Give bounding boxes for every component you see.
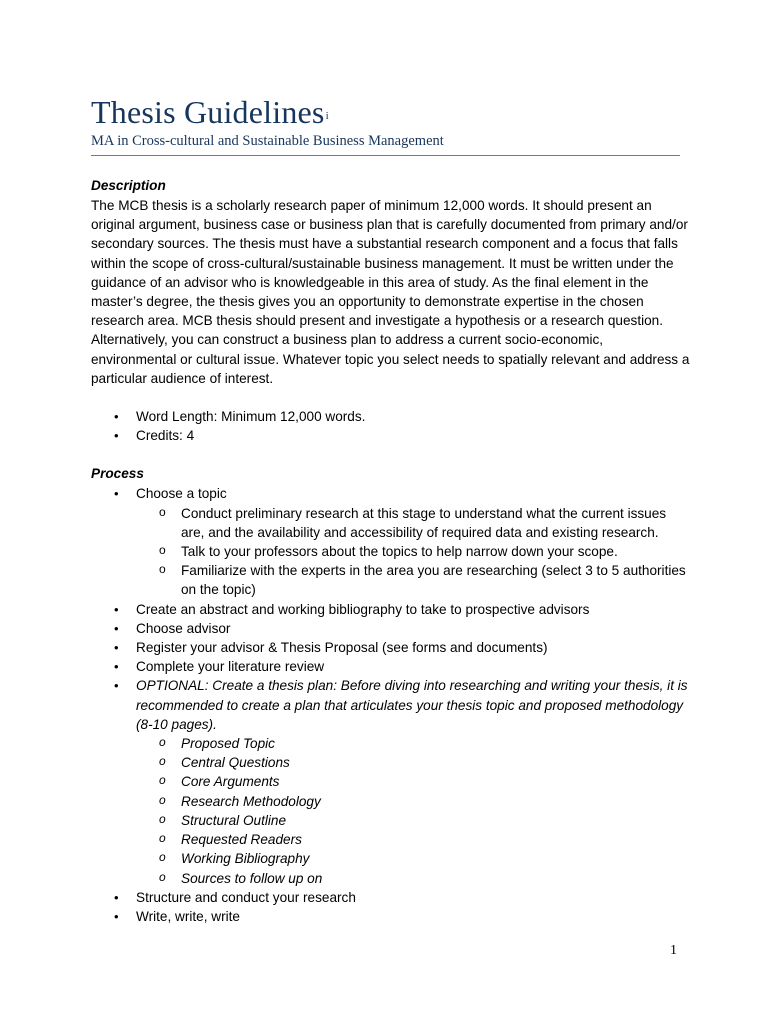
sub-item-text: Proposed Topic	[181, 736, 275, 752]
process-abstract: Create an abstract and working bibliography to take to prospective advisors	[136, 601, 590, 617]
list-item	[91, 676, 691, 887]
list-item	[136, 869, 691, 888]
list-item	[91, 600, 691, 619]
bullet-icon: •	[114, 620, 119, 636]
list-item	[91, 907, 691, 926]
description-paragraph: The MCB thesis is a scholarly research paper of minimum 12,000 words. It should present an original argument, business case or business plan that is carefully documented from primary and/or secondary sources. The thesis must have a substantial research component and a focus that falls within the scope of cross-cultural/sustainable business management. It must be written under the guidance of an advisor who is knowledgeable in this area of study. As the final element in the master’s degree, the thesis gives you an opportunity to demonstrate expertise in the chosen research area. MCB thesis should present and investigate a hypothesis or a research question. Alternatively, you can construct a business plan to address a current socio-economic, environmental or cultural issue. Whatever topic you select needs to spatially relevant and address a particular audience of interest.	[91, 198, 690, 386]
list-item	[136, 811, 691, 830]
requirement-credits: Credits: 4	[136, 428, 195, 444]
process-heading: Process	[91, 466, 144, 482]
sub-bullet-icon: o	[159, 811, 166, 826]
bullet-icon: •	[114, 486, 119, 502]
bullet-icon: •	[114, 601, 119, 617]
sub-bullet-icon: o	[159, 543, 166, 558]
list-item	[136, 734, 691, 753]
sub-item-text: Central Questions	[181, 755, 290, 771]
spacer	[91, 388, 691, 407]
sub-item-text: Working Bibliography	[181, 851, 310, 867]
sub-bullet-icon: o	[159, 792, 166, 807]
process-choose-topic: Choose a topic	[136, 486, 227, 502]
thesis-plan-sublist	[136, 734, 691, 888]
title-footnote-marker[interactable]: i	[325, 110, 329, 122]
sub-item-text: Conduct preliminary research at this stage to understand what the current issues are, and the availability and accessibility of required data and existing research.	[181, 505, 667, 540]
list-item	[91, 426, 691, 445]
process-list	[91, 484, 691, 926]
list-item	[136, 792, 691, 811]
list-item	[91, 484, 691, 599]
process-optional: OPTIONAL: Create a thesis plan: Before diving into researching and writing your thesis, it is recommended to create a plan that articulates your thesis topic and proposed methodology (8-10 pages).	[136, 678, 688, 732]
process-choose-advisor: Choose advisor	[136, 620, 231, 636]
list-item	[136, 753, 691, 772]
sub-bullet-icon: o	[159, 754, 166, 769]
bullet-icon: •	[114, 659, 119, 675]
sub-bullet-icon: o	[159, 869, 166, 884]
document-body	[91, 176, 691, 926]
list-item	[136, 772, 691, 791]
page-subtitle: MA in Cross-cultural and Sustainable Business Management	[91, 133, 444, 149]
sub-item-text: Requested Readers	[181, 832, 302, 848]
list-item	[91, 638, 691, 657]
sub-bullet-icon: o	[159, 735, 166, 750]
sub-item-text: Core Arguments	[181, 774, 280, 790]
sub-item-text: Familiarize with the experts in the area you are researching (select 3 to 5 authorities on the topic)	[181, 563, 686, 598]
list-item	[91, 619, 691, 638]
description-heading: Description	[91, 178, 166, 193]
bullet-icon: •	[114, 889, 119, 905]
choose-topic-sublist	[136, 504, 691, 600]
process-literature: Complete your literature review	[136, 659, 325, 675]
sub-bullet-icon: o	[159, 504, 166, 519]
sub-bullet-icon: o	[159, 850, 166, 865]
title-divider	[91, 155, 680, 156]
page-title	[91, 94, 681, 130]
list-item	[91, 407, 691, 426]
requirements-list	[91, 407, 691, 445]
spacer	[91, 445, 691, 464]
bullet-icon: •	[114, 908, 119, 924]
title-text: Thesis Guidelines	[91, 94, 325, 130]
sub-item-text: Research Methodology	[181, 793, 321, 809]
list-item	[136, 542, 691, 561]
list-item	[136, 849, 691, 868]
sub-item-text: Sources to follow up on	[181, 870, 323, 886]
process-structure: Structure and conduct your research	[136, 889, 356, 905]
requirement-word-length: Word Length: Minimum 12,000 words.	[136, 409, 366, 425]
page-number: 1	[670, 943, 677, 958]
process-write: Write, write, write	[136, 908, 240, 924]
sub-item-text: Talk to your professors about the topics to help narrow down your scope.	[181, 544, 618, 560]
list-item	[91, 888, 691, 907]
bullet-icon: •	[114, 428, 119, 444]
sub-bullet-icon: o	[159, 562, 166, 577]
title-block	[91, 94, 681, 150]
bullet-icon: •	[114, 640, 119, 656]
bullet-icon: •	[114, 678, 119, 694]
list-item	[136, 561, 691, 599]
sub-bullet-icon: o	[159, 773, 166, 788]
list-item	[136, 830, 691, 849]
list-item	[91, 657, 691, 676]
bullet-icon: •	[114, 409, 119, 425]
process-register: Register your advisor & Thesis Proposal (see forms and documents)	[136, 640, 548, 656]
list-item	[136, 504, 691, 542]
sub-bullet-icon: o	[159, 831, 166, 846]
sub-item-text: Structural Outline	[181, 812, 287, 828]
